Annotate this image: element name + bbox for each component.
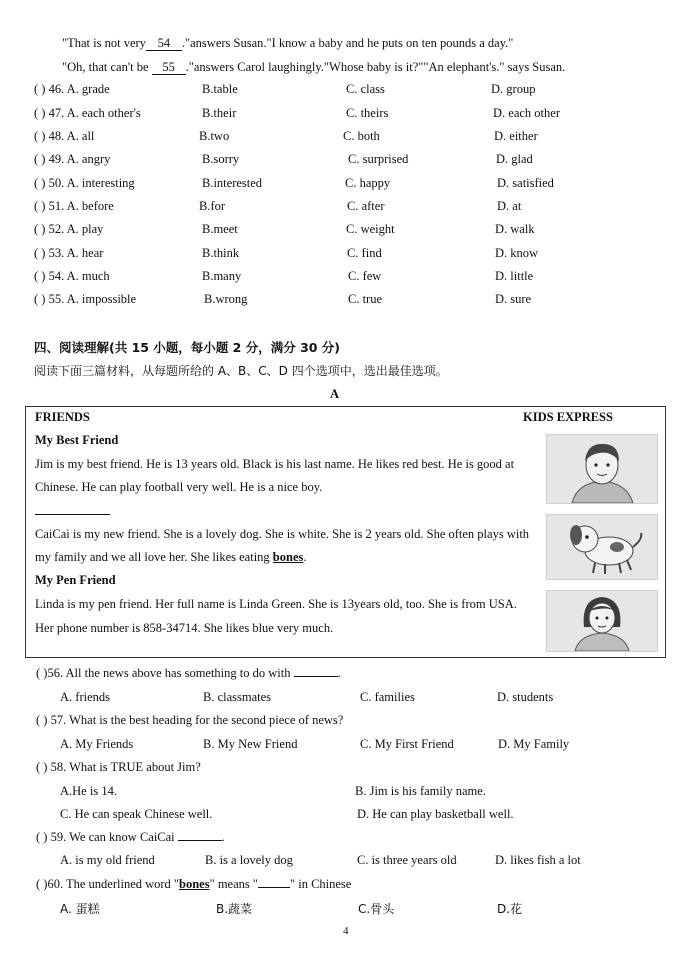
context-text: "That is not very <box>62 36 146 50</box>
cloze-question-47-option-a: ( ) 47. A. each other's <box>34 106 141 120</box>
cloze-question-53-option-a: ( ) 53. A. hear <box>34 246 104 260</box>
question-text: " in Chinese <box>290 877 352 891</box>
cloze-question-50-option-d: D. satisfied <box>497 176 554 190</box>
passage-text: my family and we all love her. She likes eating <box>35 550 273 564</box>
cloze-question-47-option-b: B.their <box>202 106 237 120</box>
q56-option-b: B. classmates <box>203 690 272 704</box>
cloze-question-52-option-a: ( ) 52. A. play <box>34 222 104 236</box>
q57-option-a: A. My Friends <box>60 737 134 751</box>
answer-blank <box>258 887 290 888</box>
section-instruction: 阅读下面三篇材料，从每题所给的 A、B、C、D 四个选项中，选出最佳选项。 <box>34 364 448 378</box>
cloze-question-47-option-d: D. each other <box>493 106 560 120</box>
cloze-question-51-option-a: ( ) 51. A. before <box>34 199 114 213</box>
cloze-question-52-option-d: D. walk <box>495 222 535 236</box>
cloze-question-54-option-d: D. little <box>495 269 534 283</box>
passage-label: A <box>330 387 340 401</box>
q59-option-d: D. likes fish a lot <box>495 853 581 867</box>
q60-option-d: D.花 <box>497 902 523 916</box>
cloze-question-46-option-d: D. group <box>491 82 536 96</box>
cloze-question-53-option-c: C. find <box>347 246 382 260</box>
cloze-question-52-option-c: C. weight <box>346 222 395 236</box>
question-56-stem: ( )56. All the news above has something to do with . <box>36 666 341 680</box>
q58-option-a: A.He is 14. <box>60 784 117 798</box>
q60-option-c: C.骨头 <box>358 902 395 916</box>
question-text: " means " <box>209 877 258 891</box>
cloze-question-55-option-b: B.wrong <box>204 292 248 306</box>
cloze-question-46-option-a: ( ) 46. A. grade <box>34 82 110 96</box>
underlined-word-bones: bones <box>272 550 304 564</box>
passage-3-line-1: Linda is my pen friend. Her full name is Linda Green. She is 13years old, too. She is from USA. <box>35 597 517 611</box>
cloze-question-54-option-a: ( ) 54. A. much <box>34 269 110 283</box>
question-58-stem: ( ) 58. What is TRUE about Jim? <box>36 760 201 774</box>
answer-blank <box>178 840 222 841</box>
passage-3-line-2: Her phone number is 858-34714. She likes blue very much. <box>35 621 334 635</box>
passage-text: . <box>303 550 307 564</box>
cloze-question-48-option-b: B.two <box>199 129 230 143</box>
cloze-question-51-option-b: B.for <box>199 199 226 213</box>
q56-option-d: D. students <box>497 690 554 704</box>
q59-option-c: C. is three years old <box>357 853 457 867</box>
cloze-question-46-option-b: B.table <box>202 82 238 96</box>
passage-3-heading: My Pen Friend <box>35 573 116 587</box>
context-text: ."answers Susan."I know a baby and he puts on ten pounds a day." <box>181 36 514 50</box>
passage-2-line-1: CaiCai is my new friend. She is a lovely dog. She is white. She is 2 years old. She often plays with <box>35 527 530 541</box>
girl-portrait-image <box>546 590 658 652</box>
cloze-question-50-option-c: C. happy <box>345 176 391 190</box>
dog-image <box>546 514 658 580</box>
cloze-question-50-option-b: B.interested <box>202 176 263 190</box>
box-title-right: KIDS EXPRESS <box>523 410 613 424</box>
q60-option-a: A. 蛋糕 <box>60 902 100 916</box>
cloze-question-49-option-a: ( ) 49. A. angry <box>34 152 111 166</box>
cloze-question-48-option-d: D. either <box>494 129 538 143</box>
q59-option-a: A. is my old friend <box>60 853 155 867</box>
cloze-question-52-option-b: B.meet <box>202 222 238 236</box>
cloze-question-49-option-c: C. surprised <box>348 152 409 166</box>
q56-option-a: A. friends <box>60 690 110 704</box>
question-60-stem <box>36 877 351 892</box>
q58-option-c: C. He can speak Chinese well. <box>60 807 213 821</box>
cloze-question-55-option-c: C. true <box>348 292 383 306</box>
question-text: ( )60. The underlined word " <box>36 877 180 891</box>
q57-option-d: D. My Family <box>498 737 570 751</box>
q57-option-b: B. My New Friend <box>203 737 298 751</box>
question-57-stem: ( ) 57. What is the best heading for the second piece of news? <box>36 713 344 727</box>
cloze-question-48-option-a: ( ) 48. A. all <box>34 129 95 143</box>
context-text: ."answers Carol laughingly."Whose baby is it?""An elephant's." says Susan. <box>185 60 566 74</box>
q58-option-b: B. Jim is his family name. <box>355 784 486 798</box>
page-number: 4 <box>343 925 349 937</box>
cloze-question-55-option-a: ( ) 55. A. impossible <box>34 292 137 306</box>
blank-55: 55 <box>152 61 186 75</box>
q56-option-c: C. families <box>360 690 415 704</box>
q57-option-c: C. My First Friend <box>360 737 454 751</box>
cloze-question-48-option-c: C. both <box>343 129 380 143</box>
cloze-question-53-option-b: B.think <box>202 246 240 260</box>
box-title-left: FRIENDS <box>35 410 90 424</box>
cloze-question-49-option-b: B.sorry <box>202 152 240 166</box>
question-59-stem: ( ) 59. We can know CaiCai . <box>36 830 225 844</box>
passage-2-line-2 <box>35 550 307 565</box>
context-text: "Oh, that can't be <box>62 60 149 74</box>
cloze-context-line-2 <box>62 60 565 75</box>
cloze-question-46-option-c: C. class <box>346 82 385 96</box>
cloze-question-51-option-d: D. at <box>497 199 522 213</box>
cloze-context-line-1 <box>62 36 513 51</box>
passage-1-line-1: Jim is my best friend. He is 13 years old. Black is his last name. He likes red best. He is good at <box>35 457 515 471</box>
q59-option-b: B. is a lovely dog <box>205 853 293 867</box>
boy-portrait-image <box>546 434 658 504</box>
blank-54: 54 <box>146 37 182 51</box>
cloze-question-54-option-b: B.many <box>202 269 242 283</box>
missing-heading-line <box>35 514 110 515</box>
q60-option-b: B.蔬菜 <box>216 902 253 916</box>
cloze-question-53-option-d: D. know <box>495 246 539 260</box>
cloze-question-51-option-c: C. after <box>347 199 385 213</box>
answer-blank <box>294 676 338 677</box>
section-heading: 四、阅读理解(共 15 小题，每小题 2 分，满分 30 分) <box>34 340 341 355</box>
cloze-question-47-option-c: C. theirs <box>346 106 389 120</box>
passage-1-line-2: Chinese. He can play football very well. He is a nice boy. <box>35 480 323 494</box>
question-text: ( ) 59. We can know CaiCai <box>36 830 175 844</box>
cloze-question-54-option-c: C. few <box>348 269 382 283</box>
cloze-question-55-option-d: D. sure <box>495 292 532 306</box>
passage-1-heading: My Best Friend <box>35 433 119 447</box>
q58-option-d: D. He can play basketball well. <box>357 807 514 821</box>
underlined-word-bones: bones <box>179 877 210 891</box>
cloze-question-50-option-a: ( ) 50. A. interesting <box>34 176 135 190</box>
cloze-question-49-option-d: D. glad <box>496 152 533 166</box>
question-text: ( )56. All the news above has something to do with <box>36 666 291 680</box>
